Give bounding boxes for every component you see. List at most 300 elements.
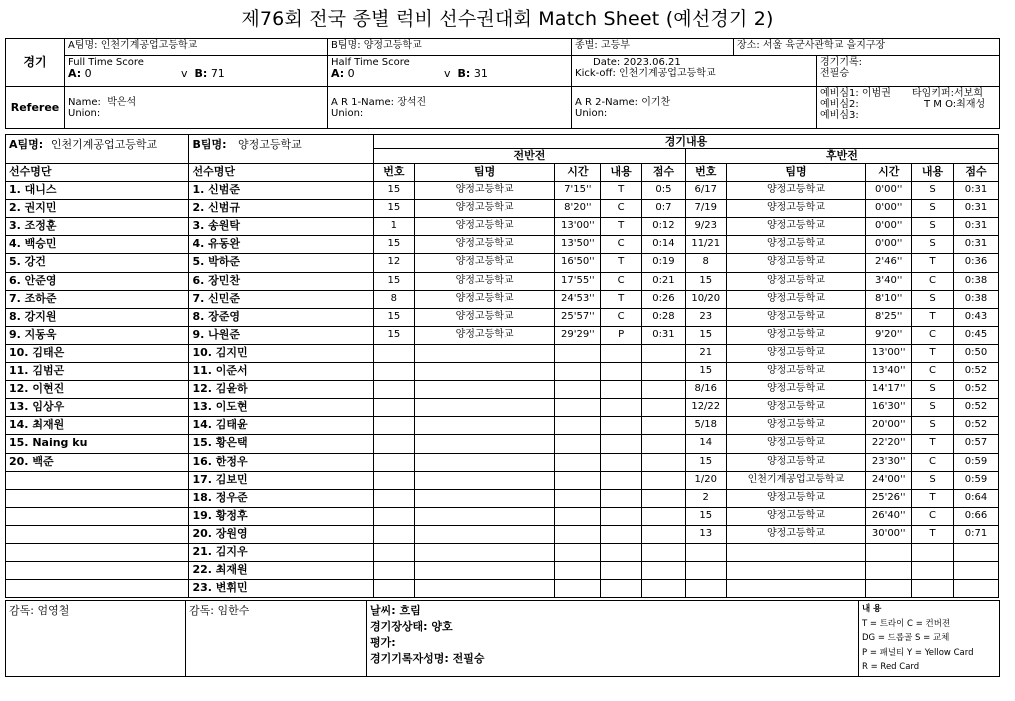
first-half-event-team: 양정고등학교 bbox=[414, 308, 555, 326]
col-type: 내용 bbox=[601, 164, 642, 182]
first-half-event-score bbox=[642, 507, 686, 525]
roster-b-player: 6. 장민찬 bbox=[189, 272, 374, 290]
second-half-event-number: 15 bbox=[685, 453, 726, 471]
first-half-event-team: 양정고등학교 bbox=[414, 182, 555, 200]
coach-b: 감독: 임한수 bbox=[186, 601, 367, 677]
first-half-event-score bbox=[642, 381, 686, 399]
first-half-event-score: 0:28 bbox=[642, 308, 686, 326]
second-half-event-type: S bbox=[912, 381, 954, 399]
referee-label: Referee bbox=[6, 87, 65, 129]
table-row bbox=[6, 399, 999, 417]
roster-a-player: 11. 김범곤 bbox=[6, 363, 189, 381]
first-half-event-time bbox=[555, 543, 601, 561]
second-half-event-team: 양정고등학교 bbox=[726, 344, 866, 362]
roster-b-player: 10. 김지민 bbox=[189, 344, 374, 362]
col-type: 내용 bbox=[912, 164, 954, 182]
second-half-event-score: 0:36 bbox=[953, 254, 998, 272]
first-half-event-number: 15 bbox=[373, 326, 414, 344]
team-b-cell: B팀명: 양정고등학교 bbox=[328, 39, 572, 56]
roster-a-player: 10. 김태은 bbox=[6, 344, 189, 362]
first-half-event-team bbox=[414, 363, 555, 381]
first-half-event-time bbox=[555, 507, 601, 525]
second-half-event-time: 22'20'' bbox=[866, 435, 912, 453]
second-half-event-time: 0'00'' bbox=[866, 218, 912, 236]
second-half-event-score bbox=[953, 562, 998, 580]
venue-cell: 장소: 서울 육군사관학교 을지구장 bbox=[734, 39, 1000, 56]
first-half-event-time: 13'00'' bbox=[555, 218, 601, 236]
second-half-event-score: 0:45 bbox=[953, 326, 998, 344]
table-row bbox=[6, 435, 999, 453]
table-row bbox=[6, 326, 999, 344]
second-half-event-time: 9'20'' bbox=[866, 326, 912, 344]
second-half-event-time: 24'00'' bbox=[866, 471, 912, 489]
roster-a-player bbox=[6, 580, 189, 598]
roster-a-player: 6. 안준영 bbox=[6, 272, 189, 290]
second-half-event-number: 21 bbox=[685, 344, 726, 362]
first-half-event-number bbox=[373, 363, 414, 381]
record-writer: 경기기록자성명: 전필승 bbox=[370, 652, 485, 665]
team-a-cell: A팀명: 인천기계공업고등학교 bbox=[65, 39, 328, 56]
match-record-table bbox=[5, 134, 999, 598]
second-half-event-score: 0:52 bbox=[953, 363, 998, 381]
second-half-event-time: 25'26'' bbox=[866, 489, 912, 507]
table-row bbox=[6, 453, 999, 471]
first-half-event-score bbox=[642, 471, 686, 489]
first-half-event-type bbox=[601, 363, 642, 381]
first-half-event-type bbox=[601, 471, 642, 489]
evaluation: 평가: bbox=[370, 636, 396, 649]
roster-a-player: 7. 조하준 bbox=[6, 290, 189, 308]
first-half-event-score bbox=[642, 543, 686, 561]
first-half-event-team: 양정고등학교 bbox=[414, 326, 555, 344]
first-half-event-time: 7'15'' bbox=[555, 182, 601, 200]
referee-name: 박은석 bbox=[107, 96, 137, 108]
second-half-event-score: 0:31 bbox=[953, 200, 998, 218]
second-half-event-score: 0:31 bbox=[953, 218, 998, 236]
second-half-event-type: C bbox=[912, 326, 954, 344]
first-half-event-type bbox=[601, 417, 642, 435]
first-half-event-type: T bbox=[601, 218, 642, 236]
second-half-event-score: 0:71 bbox=[953, 525, 998, 543]
first-half-event-score: 0:19 bbox=[642, 254, 686, 272]
roster-b-player: 2. 신범규 bbox=[189, 200, 374, 218]
first-half-event-score bbox=[642, 399, 686, 417]
roster-b-player: 17. 김보민 bbox=[189, 471, 374, 489]
ar2-cell: A R 2-Name: 이기찬 Union: bbox=[572, 87, 817, 129]
first-half-event-score bbox=[642, 489, 686, 507]
table-row bbox=[6, 381, 999, 399]
first-half-event-type: P bbox=[601, 326, 642, 344]
roster-b-player: 12. 김윤하 bbox=[189, 381, 374, 399]
second-half-event-team: 양정고등학교 bbox=[726, 363, 866, 381]
first-half-event-number: 15 bbox=[373, 272, 414, 290]
first-half-event-number bbox=[373, 399, 414, 417]
second-half-event-team: 양정고등학교 bbox=[726, 489, 866, 507]
roster-b-player: 7. 신민준 bbox=[189, 290, 374, 308]
game-label: 경기 bbox=[6, 39, 65, 87]
coach-a: 감독: 엄영철 bbox=[6, 601, 186, 677]
table-row bbox=[6, 580, 999, 598]
roster-a-player: 20. 백준 bbox=[6, 453, 189, 471]
roster-b-player: 11. 이준서 bbox=[189, 363, 374, 381]
roster-a-player bbox=[6, 489, 189, 507]
first-half-event-time: 29'29'' bbox=[555, 326, 601, 344]
second-half-event-team: 양정고등학교 bbox=[726, 525, 866, 543]
first-half-header: 전반전 bbox=[373, 149, 685, 164]
roster-a-player: 15. Naing ku bbox=[6, 435, 189, 453]
table-row bbox=[6, 489, 999, 507]
first-half-event-number bbox=[373, 543, 414, 561]
first-half-event-time bbox=[555, 344, 601, 362]
col-score: 점수 bbox=[953, 164, 998, 182]
roster-a-player: 8. 강지원 bbox=[6, 308, 189, 326]
first-half-event-type: T bbox=[601, 254, 642, 272]
second-half-event-score: 0:50 bbox=[953, 344, 998, 362]
col-time: 시간 bbox=[555, 164, 601, 182]
second-half-event-score: 0:52 bbox=[953, 381, 998, 399]
col-score: 점수 bbox=[642, 164, 686, 182]
category-cell: 종별: 고등부 bbox=[572, 39, 734, 56]
second-half-event-type bbox=[912, 543, 954, 561]
first-half-event-type bbox=[601, 344, 642, 362]
second-half-event-type: S bbox=[912, 290, 954, 308]
officials-cell: 예비심1: 이범권 예비심2: 예비심3: 타임키퍼:서보희 T M O:최재성 bbox=[817, 87, 1000, 129]
second-half-event-number bbox=[685, 562, 726, 580]
second-half-event-number: 15 bbox=[685, 363, 726, 381]
first-half-event-team bbox=[414, 417, 555, 435]
team-a-name: 인천기계공업고등학교 bbox=[100, 40, 198, 51]
second-half-event-number: 23 bbox=[685, 308, 726, 326]
second-half-event-score: 0:52 bbox=[953, 417, 998, 435]
second-half-event-number: 9/23 bbox=[685, 218, 726, 236]
second-half-event-score bbox=[953, 580, 998, 598]
second-half-event-team: 양정고등학교 bbox=[726, 417, 866, 435]
first-half-event-team bbox=[414, 381, 555, 399]
first-half-event-number bbox=[373, 417, 414, 435]
roster-a-player bbox=[6, 507, 189, 525]
second-half-event-time: 23'30'' bbox=[866, 453, 912, 471]
second-half-event-number: 6/17 bbox=[685, 182, 726, 200]
second-half-event-number: 11/21 bbox=[685, 236, 726, 254]
first-half-event-number: 15 bbox=[373, 236, 414, 254]
roster-b-player: 1. 신범준 bbox=[189, 182, 374, 200]
second-half-event-score bbox=[953, 543, 998, 561]
first-half-event-type bbox=[601, 399, 642, 417]
table-row bbox=[6, 543, 999, 561]
second-half-event-score: 0:38 bbox=[953, 290, 998, 308]
second-half-event-team: 양정고등학교 bbox=[726, 236, 866, 254]
second-half-event-type: T bbox=[912, 525, 954, 543]
second-half-event-time: 14'17'' bbox=[866, 381, 912, 399]
first-half-event-time bbox=[555, 471, 601, 489]
second-half-event-time: 30'00'' bbox=[866, 525, 912, 543]
second-half-event-type: C bbox=[912, 272, 954, 290]
first-half-event-time bbox=[555, 417, 601, 435]
col-number: 번호 bbox=[373, 164, 414, 182]
first-half-event-type bbox=[601, 453, 642, 471]
first-half-event-score bbox=[642, 435, 686, 453]
second-half-event-team: 양정고등학교 bbox=[726, 272, 866, 290]
first-half-event-type: C bbox=[601, 308, 642, 326]
first-half-event-number bbox=[373, 453, 414, 471]
table-row bbox=[6, 525, 999, 543]
second-half-event-score: 0:57 bbox=[953, 435, 998, 453]
second-half-event-team: 양정고등학교 bbox=[726, 507, 866, 525]
second-half-event-time: 20'00'' bbox=[866, 417, 912, 435]
second-half-event-team: 양정고등학교 bbox=[726, 200, 866, 218]
first-half-event-number bbox=[373, 435, 414, 453]
first-half-event-team bbox=[414, 344, 555, 362]
first-half-event-team bbox=[414, 399, 555, 417]
roster-b-player: 15. 황은택 bbox=[189, 435, 374, 453]
second-half-event-type: T bbox=[912, 308, 954, 326]
roster-a-player: 13. 임상우 bbox=[6, 399, 189, 417]
roster-a-player: 2. 권지민 bbox=[6, 200, 189, 218]
second-half-event-type: T bbox=[912, 254, 954, 272]
second-half-event-time: 0'00'' bbox=[866, 182, 912, 200]
second-half-event-team bbox=[726, 580, 866, 598]
first-half-event-score: 0:21 bbox=[642, 272, 686, 290]
second-half-event-time: 0'00'' bbox=[866, 236, 912, 254]
second-half-event-score: 0:64 bbox=[953, 489, 998, 507]
half-time-score: Half Time Score A: 0 v B: 31 bbox=[328, 56, 572, 87]
second-half-event-time: 0'00'' bbox=[866, 200, 912, 218]
first-half-event-time bbox=[555, 435, 601, 453]
second-half-event-type: S bbox=[912, 218, 954, 236]
match-date: 2023.06.21 bbox=[623, 57, 681, 68]
second-half-event-team: 양정고등학교 bbox=[726, 326, 866, 344]
second-half-event-number: 5/18 bbox=[685, 417, 726, 435]
second-half-event-type bbox=[912, 562, 954, 580]
first-half-event-type bbox=[601, 525, 642, 543]
second-half-event-team: 양정고등학교 bbox=[726, 290, 866, 308]
second-half-event-number: 15 bbox=[685, 507, 726, 525]
second-half-event-score: 0:43 bbox=[953, 308, 998, 326]
weather: 날씨: 흐림 bbox=[370, 604, 421, 617]
page-title: 제76회 전국 종별 럭비 선수권대회 Match Sheet (예선경기 2) bbox=[241, 8, 774, 30]
second-half-event-team: 양정고등학교 bbox=[726, 453, 866, 471]
table-row bbox=[6, 290, 999, 308]
second-half-event-time: 8'25'' bbox=[866, 308, 912, 326]
second-half-event-team: 양정고등학교 bbox=[726, 399, 866, 417]
second-half-event-number: 7/19 bbox=[685, 200, 726, 218]
second-half-event-score: 0:52 bbox=[953, 399, 998, 417]
first-half-event-type bbox=[601, 543, 642, 561]
first-half-event-score: 0:5 bbox=[642, 182, 686, 200]
second-half-event-number: 15 bbox=[685, 326, 726, 344]
second-half-event-number: 8 bbox=[685, 254, 726, 272]
roster-b-player: 22. 최재원 bbox=[189, 562, 374, 580]
second-half-event-number: 15 bbox=[685, 272, 726, 290]
second-half-event-team bbox=[726, 543, 866, 561]
roster-b-player: 14. 김태윤 bbox=[189, 417, 374, 435]
second-half-event-time bbox=[866, 543, 912, 561]
first-half-event-time bbox=[555, 399, 601, 417]
second-half-event-score: 0:66 bbox=[953, 507, 998, 525]
second-half-event-team: 양정고등학교 bbox=[726, 308, 866, 326]
table-row bbox=[6, 236, 999, 254]
recorder-cell: 경기기록: 전필승 bbox=[817, 56, 1000, 87]
first-half-event-time bbox=[555, 525, 601, 543]
first-half-event-team bbox=[414, 562, 555, 580]
first-half-event-team bbox=[414, 507, 555, 525]
first-half-event-type bbox=[601, 507, 642, 525]
second-half-event-team: 양정고등학교 bbox=[726, 182, 866, 200]
first-half-event-type bbox=[601, 489, 642, 507]
first-half-event-number: 15 bbox=[373, 308, 414, 326]
first-half-event-number: 1 bbox=[373, 218, 414, 236]
first-half-event-score bbox=[642, 344, 686, 362]
roster-b-player: 20. 장원영 bbox=[189, 525, 374, 543]
first-half-event-score: 0:7 bbox=[642, 200, 686, 218]
first-half-event-number bbox=[373, 507, 414, 525]
first-half-event-time: 17'55'' bbox=[555, 272, 601, 290]
first-half-event-team: 양정고등학교 bbox=[414, 218, 555, 236]
second-half-event-time: 26'40'' bbox=[866, 507, 912, 525]
legend: 내 용 T = 트라이 C = 컨버젼 DG = 드롭골 S = 교체 P = 패널티 Y = Yellow Card R = Red Card bbox=[859, 601, 1000, 677]
table-row bbox=[6, 417, 999, 435]
first-half-event-team: 양정고등학교 bbox=[414, 254, 555, 272]
second-half-event-team: 인천기계공업고등학교 bbox=[726, 471, 866, 489]
first-half-event-number: 12 bbox=[373, 254, 414, 272]
roster-b-player: 8. 장준영 bbox=[189, 308, 374, 326]
second-half-event-team: 양정고등학교 bbox=[726, 435, 866, 453]
col-time: 시간 bbox=[866, 164, 912, 182]
team-b-header: B팀명: 양정고등학교 bbox=[189, 135, 374, 164]
roster-b-player: 19. 황정후 bbox=[189, 507, 374, 525]
second-half-event-score: 0:38 bbox=[953, 272, 998, 290]
second-half-event-score: 0:59 bbox=[953, 453, 998, 471]
roster-a-player: 4. 백승민 bbox=[6, 236, 189, 254]
first-half-event-time bbox=[555, 381, 601, 399]
second-half-event-time: 2'46'' bbox=[866, 254, 912, 272]
first-half-event-type bbox=[601, 435, 642, 453]
first-half-event-score: 0:12 bbox=[642, 218, 686, 236]
first-half-event-type bbox=[601, 562, 642, 580]
second-half-event-number: 13 bbox=[685, 525, 726, 543]
second-half-event-type: S bbox=[912, 182, 954, 200]
roster-a-player: 5. 강건 bbox=[6, 254, 189, 272]
first-half-event-time bbox=[555, 363, 601, 381]
second-half-event-number: 10/20 bbox=[685, 290, 726, 308]
second-half-event-time: 16'30'' bbox=[866, 399, 912, 417]
first-half-event-team: 양정고등학교 bbox=[414, 236, 555, 254]
table-row bbox=[6, 200, 999, 218]
ar1-cell: A R 1-Name: 장석진 Union: bbox=[328, 87, 572, 129]
second-half-event-type: C bbox=[912, 507, 954, 525]
first-half-event-score bbox=[642, 363, 686, 381]
first-half-event-score: 0:14 bbox=[642, 236, 686, 254]
roster-a-player bbox=[6, 562, 189, 580]
first-half-event-score bbox=[642, 580, 686, 598]
roster-b-player: 23. 변휘민 bbox=[189, 580, 374, 598]
team-a-header: A팀명: 인천기계공업고등학교 bbox=[6, 135, 189, 164]
first-half-event-type: T bbox=[601, 290, 642, 308]
second-half-event-time: 13'00'' bbox=[866, 344, 912, 362]
second-half-event-number: 2 bbox=[685, 489, 726, 507]
date-kickoff-cell: Date: 2023.06.21 Kick-off: 인천기계공업고등학교 bbox=[572, 56, 817, 87]
second-half-event-number: 8/16 bbox=[685, 381, 726, 399]
first-half-event-score bbox=[642, 525, 686, 543]
full-time-score: Full Time Score A: 0 v B: 71 bbox=[65, 56, 328, 87]
roster-b-player: 13. 이도현 bbox=[189, 399, 374, 417]
second-half-event-type: S bbox=[912, 236, 954, 254]
second-half-event-number bbox=[685, 543, 726, 561]
roster-a-player bbox=[6, 543, 189, 561]
col-number: 번호 bbox=[685, 164, 726, 182]
team-b-name: 양정고등학교 bbox=[363, 40, 422, 51]
first-half-event-type: T bbox=[601, 182, 642, 200]
second-half-event-number bbox=[685, 580, 726, 598]
first-half-event-time: 16'50'' bbox=[555, 254, 601, 272]
table-row bbox=[6, 272, 999, 290]
first-half-event-time bbox=[555, 580, 601, 598]
second-half-event-team bbox=[726, 562, 866, 580]
first-half-event-number: 15 bbox=[373, 200, 414, 218]
roster-a-header: 선수명단 bbox=[6, 164, 189, 182]
first-half-event-team bbox=[414, 543, 555, 561]
roster-a-player: 1. 대니스 bbox=[6, 182, 189, 200]
first-half-event-score: 0:26 bbox=[642, 290, 686, 308]
table-row bbox=[6, 182, 999, 200]
roster-b-player: 16. 한정우 bbox=[189, 453, 374, 471]
table-row bbox=[6, 562, 999, 580]
table-row bbox=[6, 344, 999, 362]
match-info-table bbox=[5, 38, 1000, 129]
first-half-event-number: 8 bbox=[373, 290, 414, 308]
first-half-event-team bbox=[414, 471, 555, 489]
first-half-event-team: 양정고등학교 bbox=[414, 200, 555, 218]
second-half-event-time: 3'40'' bbox=[866, 272, 912, 290]
table-row bbox=[6, 308, 999, 326]
second-half-event-type: S bbox=[912, 200, 954, 218]
second-half-event-team: 양정고등학교 bbox=[726, 254, 866, 272]
first-half-event-team bbox=[414, 489, 555, 507]
roster-a-player bbox=[6, 471, 189, 489]
first-half-event-type bbox=[601, 381, 642, 399]
second-half-event-type: T bbox=[912, 344, 954, 362]
first-half-event-number bbox=[373, 525, 414, 543]
first-half-event-score bbox=[642, 562, 686, 580]
second-half-event-time: 13'40'' bbox=[866, 363, 912, 381]
second-half-event-type bbox=[912, 580, 954, 598]
roster-a-player: 9. 지동욱 bbox=[6, 326, 189, 344]
second-half-event-number: 1/20 bbox=[685, 471, 726, 489]
roster-a-player: 3. 조정훈 bbox=[6, 218, 189, 236]
col-team: 팀명 bbox=[726, 164, 866, 182]
roster-b-player: 9. 나원준 bbox=[189, 326, 374, 344]
second-half-event-time bbox=[866, 562, 912, 580]
first-half-event-time bbox=[555, 562, 601, 580]
second-half-event-type: S bbox=[912, 417, 954, 435]
second-half-event-score: 0:31 bbox=[953, 182, 998, 200]
first-half-event-type bbox=[601, 580, 642, 598]
footer-table bbox=[5, 600, 1000, 677]
second-half-event-team: 양정고등학교 bbox=[726, 381, 866, 399]
table-row bbox=[6, 363, 999, 381]
second-half-event-time: 8'10'' bbox=[866, 290, 912, 308]
first-half-event-number bbox=[373, 381, 414, 399]
table-row bbox=[6, 254, 999, 272]
first-half-event-number bbox=[373, 562, 414, 580]
second-half-event-time bbox=[866, 580, 912, 598]
first-half-event-time: 24'53'' bbox=[555, 290, 601, 308]
first-half-event-number bbox=[373, 344, 414, 362]
game-content-header: 경기내용 bbox=[373, 135, 998, 149]
roster-a-player: 14. 최재원 bbox=[6, 417, 189, 435]
roster-b-player: 21. 김지우 bbox=[189, 543, 374, 561]
first-half-event-team: 양정고등학교 bbox=[414, 272, 555, 290]
